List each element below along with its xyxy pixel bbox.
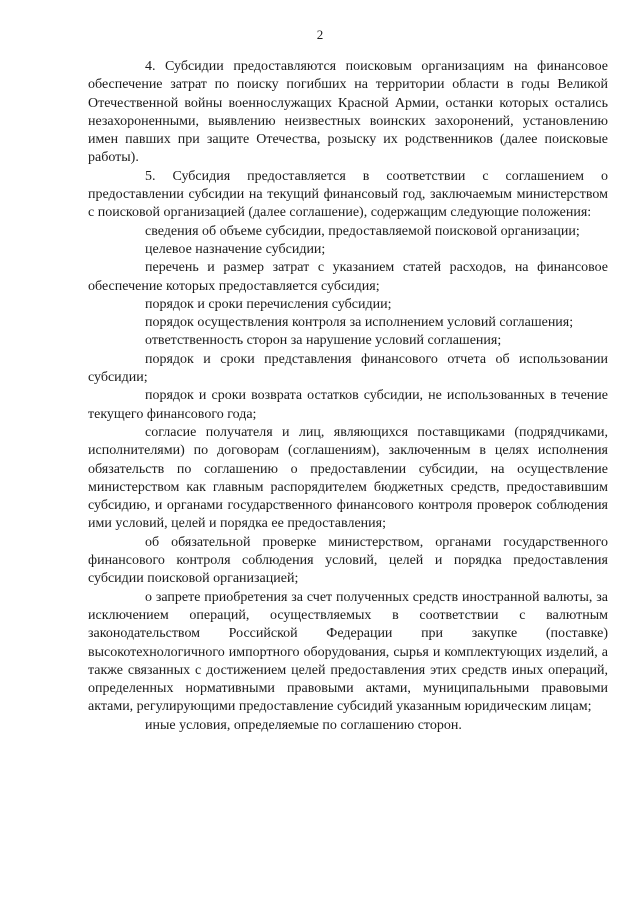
provision-refund-order: порядок и сроки возврата остатков субсидии, не использованных в течение текущего финансового года; (88, 388, 608, 422)
provision-consent-to-audit: согласие получателя и лиц, являющихся поставщиками (подрядчиками, исполнителями) по договорам (соглашениям), заключенным в целях исполнения обязательств по соглашению о предоставлении субсидии, на осуществление министерством как главным распорядителем бюджетных средств, предоставившим субсидию, и органами государственного финансового контроля проверок соблюдения ими условий, целей и порядка ее предоставления; (88, 424, 608, 532)
provision-purpose: целевое назначение субсидии; (145, 241, 326, 257)
provision-other-terms: иные условия, определяемые по соглашению сторон. (145, 717, 462, 733)
provision-currency-ban: о запрете приобретения за счет полученных средств иностранной валюты, за исключением операций, осуществляемых в соответствии с валютным законодательством Российской Федерации при закупке (поставке) высокотехнологичного импортного оборудования, сырья и комплектующих изделий, а также связанных с достижением целей предоставления этих средств иных операций, определенных нормативными правовыми актами, муниципальными правовыми актами, регулирующими предоставление субсидий указанным юридическим лицам; (88, 589, 608, 715)
page-number: 2 (316, 27, 324, 42)
provision-expense-list: перечень и размер затрат с указанием статей расходов, на финансовое обеспечение которых предоставляется субсидия; (88, 260, 608, 294)
provision-control-order: порядок осуществления контроля за исполнением условий соглашения; (145, 315, 574, 331)
paragraph-item-4: 4. Субсидии предоставляются поисковым организациям на финансовое обеспечение затрат по поиску погибших на территории области в годы Великой Отечественной войны военнослужащих Красной Армии, останки которых остались незахороненными, выявлению неизвестных воинских захоронений, установлению имен павших при защите Отечества, розыску их родственников (далее поисковые работы). (88, 59, 608, 166)
provision-subsidy-volume: сведения об объеме субсидии, предоставляемой поисковой организации; (145, 223, 580, 239)
document-body (88, 58, 608, 735)
paragraph-item-5: 5. Субсидия предоставляется в соответствии с соглашением о предоставлении субсидии на текущий финансовый год, заключаемым министерством с поисковой организацией (далее соглашение), содержащим следующие положения: (88, 168, 608, 221)
provision-transfer-order: порядок и сроки перечисления субсидии; (145, 296, 392, 312)
provision-mandatory-check: об обязательной проверке министерством, органами государственного финансового контроля соблюдения условий, целей и порядка предоставления субсидии поисковой организацией; (88, 534, 608, 587)
provision-responsibility: ответственность сторон за нарушение условий соглашения; (145, 333, 502, 349)
provision-report-order: порядок и сроки представления финансового отчета об использовании субсидии; (88, 351, 608, 386)
